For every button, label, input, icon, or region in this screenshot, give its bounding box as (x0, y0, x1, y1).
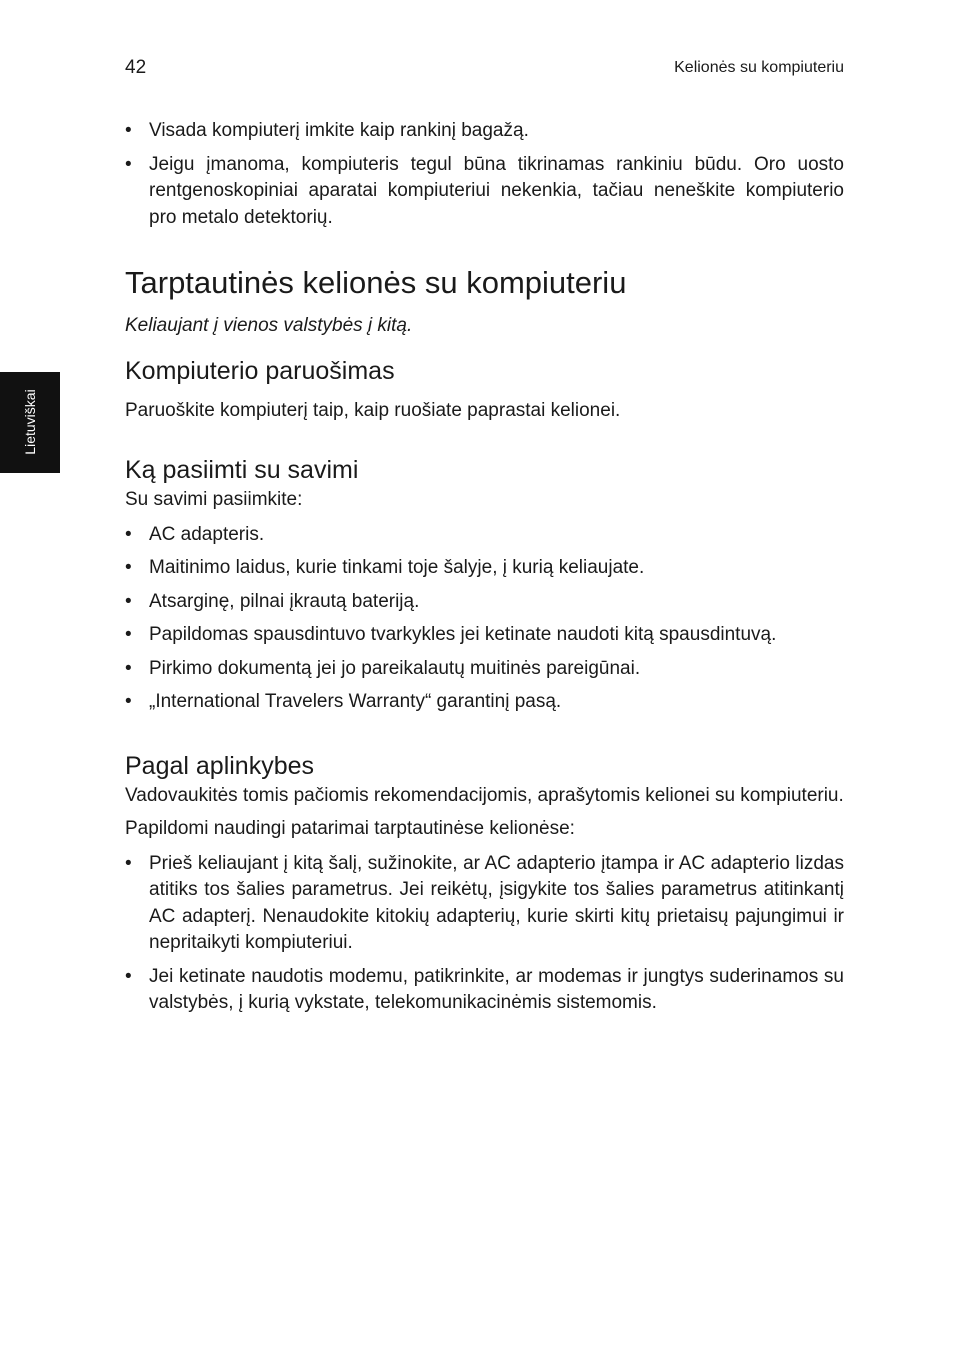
take-along-intro: Su savimi pasiimkite: (125, 489, 303, 510)
circumstances-paragraph-2: Papildomi naudingi patarimai tarptautinėse kelionėse: (125, 818, 575, 839)
language-side-tab-label: Lietuviškai (22, 389, 38, 455)
language-side-tab (0, 372, 60, 473)
circumstances-list (125, 851, 844, 1017)
list-item: • Pirkimo dokumentą jei jo pareikalautų muitinės pareigūnai. (125, 656, 844, 683)
heading-prepare: Kompiuterio paruošimas (125, 356, 395, 385)
list-item: • Jei ketinate naudotis modemu, patikrinkite, ar modemas ir jungtys suderinamos su valstybės, į kurią vykstate, telekomunikacinėmis sistemomis. (125, 964, 844, 1017)
prepare-text: Paruoškite kompiuterį taip, kaip ruošiate paprastai kelionei. (125, 399, 621, 421)
list-item: • Prieš keliaujant į kitą šalį, sužinokite, ar AC adapterio įtampa ir AC adapterio lizdas atitiks tos šalies parametrus. Jei reikėtų, įsigykite tos šalies parametrus atitinkantį AC adapterį. Nenaudokite kitokių adapterių, kurie skirti kitų prietaisų pajungimui ir nepritaikyti kompiuteriui. (125, 851, 844, 957)
section-subtitle: Keliaujant į vienos valstybės į kitą. (125, 315, 413, 336)
list-item: • „International Travelers Warranty“ garantinį pasą. (125, 689, 844, 716)
heading-circumstances: Pagal aplinkybes (125, 751, 315, 780)
take-along-list (125, 522, 844, 716)
list-item: • Maitinimo laidus, kurie tinkami toje šalyje, į kurią keliaujate. (125, 555, 844, 582)
page-number: 42 (125, 57, 147, 78)
list-item: • Atsarginę, pilnai įkrautą bateriją. (125, 589, 844, 616)
intro-bullet-list (125, 118, 844, 231)
heading-take-along: Ką pasiimti su savimi (125, 456, 359, 484)
page-content (125, 118, 844, 1024)
list-item: • Papildomas spausdintuvo tvarkykles jei ketinate naudoti kitą spausdintuvą. (125, 622, 844, 649)
circumstances-paragraph-1: Vadovaukitės tomis pačiomis rekomendacijomis, aprašytomis kelionei su kompiuteriu. (125, 784, 844, 806)
list-item: • Visada kompiuterį imkite kaip rankinį bagažą. (125, 118, 844, 145)
running-header: Kelionės su kompiuteriu (674, 59, 844, 76)
section-title: Tarptautinės kelionės su kompiuteriu (125, 265, 627, 300)
list-item: • AC adapteris. (125, 522, 844, 549)
list-item: • Jeigu įmanoma, kompiuteris tegul būna tikrinamas rankiniu būdu. Oro uosto rentgenoskopiniai aparatai kompiuteriui nekenkia, tačiau neneškite kompiuterio pro metalo detektorių. (125, 152, 844, 232)
